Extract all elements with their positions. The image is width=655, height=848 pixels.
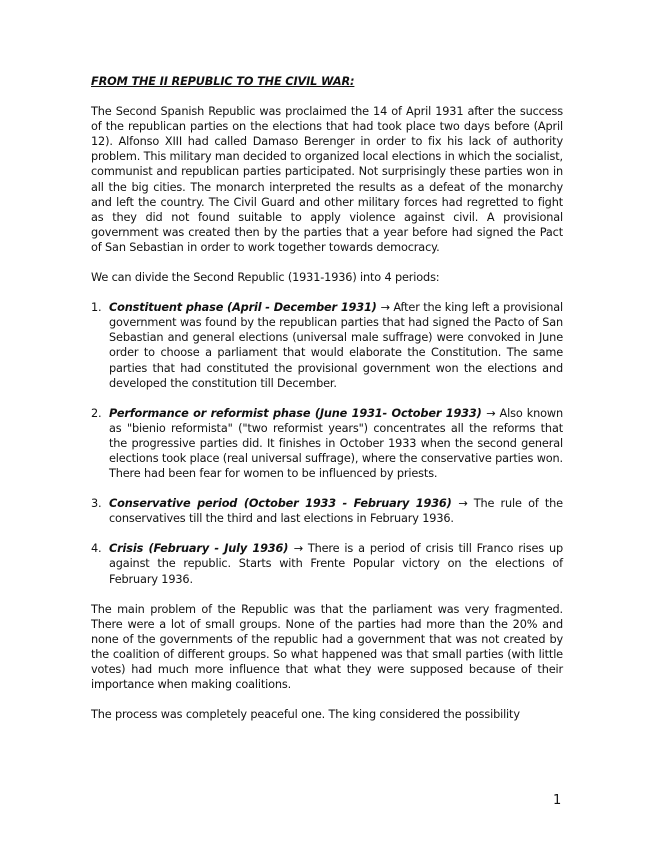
period-title: Conservative period (October 1933 - February 1936) bbox=[109, 497, 459, 511]
periods-list bbox=[91, 300, 563, 587]
list-item-number: 3. bbox=[91, 497, 102, 511]
list-item-number: 1. bbox=[91, 301, 102, 315]
period-description: → Also known as "bienio reformista" ("two reformist years") concentrates all the reforms that the progressive parties did. It finishes in October 1933 when the second general elections took place (real universal suffrage), where the conservative parties won. There had been fear for women to be influenced by priests. bbox=[109, 406, 563, 481]
period-description: → The rule of the conservatives till the third and last elections in February 1936. bbox=[109, 497, 563, 526]
list-item-number: 4. bbox=[91, 542, 102, 556]
list-item bbox=[91, 541, 563, 586]
list-item bbox=[91, 406, 563, 481]
period-description: → There is a period of crisis till Franco rises up against the republic. Starts with Frente Popular victory on the elections of February 1936. bbox=[109, 542, 563, 586]
page-number: 1 bbox=[553, 793, 562, 808]
paragraph-proclamation: The Second Spanish Republic was proclaimed the 14 of April 1931 after the success of the republican parties on the elections that had took place two days before (April 12). Alfonso XIII had called Damaso Berenger in order to fix his lack of authority problem. This military man decided to organized local elections in which the socialist, communist and republican parties participated. Not surprisingly these parties won in all the big cities. The monarch interpreted the results as a defeat of the monarchy and left the country. The Civil Guard and other military forces had regretted to fight as they did not found suitable to apply violence against civil. A provisional government was created then by the parties that a year before had signed the Pact of San Sebastian in order to work together towards democracy. bbox=[91, 105, 563, 254]
list-item bbox=[91, 496, 563, 526]
period-title: Constituent phase (April - December 1931) bbox=[109, 301, 381, 315]
paragraph-parliament: The main problem of the Republic was that the parliament was very fragmented. There were a lot of small groups. None of the parties had more than the 20% and none of the governments of the republic had a government that was not created by the coalition of different groups. So what happened was that small parties (with little votes) had much more influence that what they were supposed because of their importance when making coalitions. bbox=[91, 602, 563, 692]
period-title: Performance or reformist phase (June 1931- October 1933) bbox=[109, 406, 487, 420]
paragraph-process: The process was completely peaceful one. The king considered the possibility bbox=[91, 708, 520, 722]
document-page bbox=[91, 74, 563, 737]
list-item bbox=[91, 300, 563, 391]
list-item-number: 2. bbox=[91, 406, 102, 420]
periods-intro: We can divide the Second Republic (1931-1936) into 4 periods: bbox=[91, 271, 440, 285]
period-title: Crisis (February - July 1936) bbox=[109, 542, 294, 556]
section-heading: FROM THE II REPUBLIC TO THE CIVIL WAR: bbox=[91, 75, 355, 88]
period-description: → After the king left a provisional government was found by the republican parties that had signed the Pacto of San Sebastian and general elections (universal male suffrage) were convoked in June order to choose a parliament that would elaborate the Constitution. The same parties that had constituted the provisional government won the elections and developed the constitution till December. bbox=[109, 301, 563, 390]
